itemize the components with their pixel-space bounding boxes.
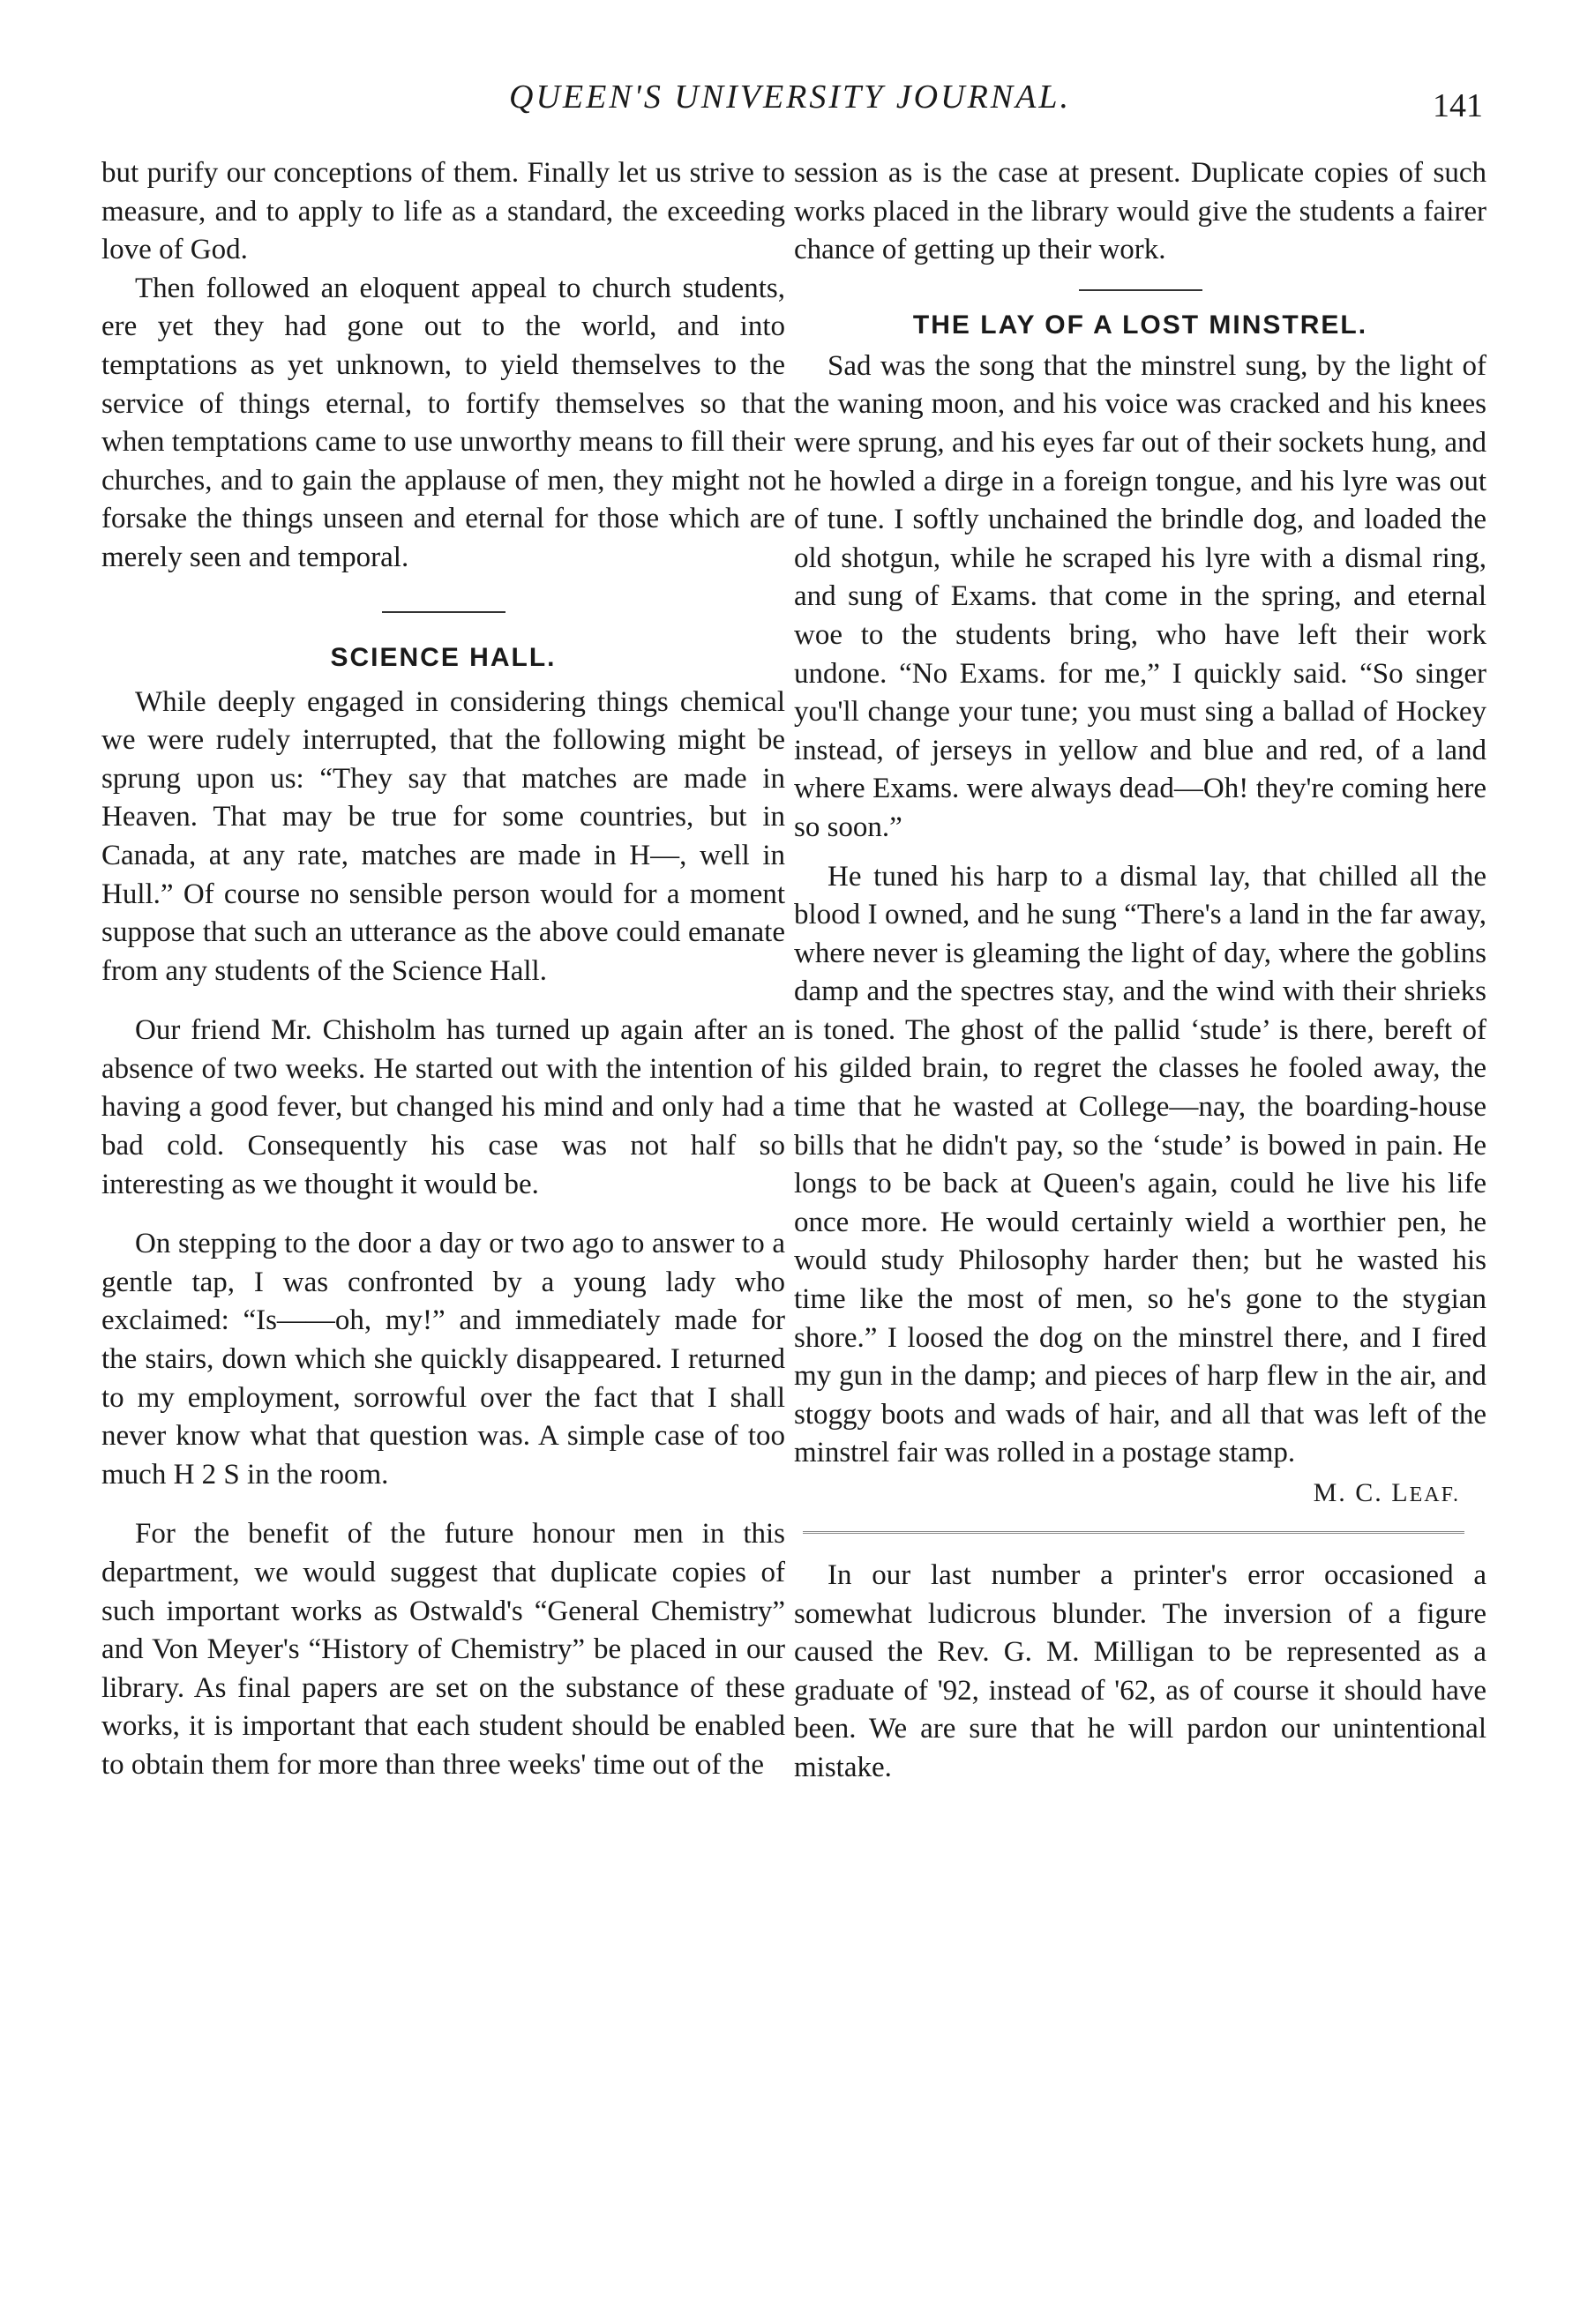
journal-title: QUEEN'S UNIVERSITY JOURNAL. (509, 78, 1071, 116)
section-divider (1079, 289, 1202, 291)
paragraph-session: session as is the case at present. Duplicate copies of such works placed in the library would give the students a fairer chance of getting up their work. (794, 157, 1486, 266)
page-number: 141 (1433, 87, 1483, 124)
paragraph-printer-error: In our last number a printer's error occasioned a somewhat ludicrous blunder. The inversion of a figure caused the Rev. G. M. Milligan to be represented as a graduate of '92, instead of '62, as of course it should have been. We are sure that he will pardon our unintentional mistake. (794, 1559, 1486, 1783)
paragraph-young-lady: On stepping to the door a day or two ago to answer to a gentle tap, I was confronted by a young lady who exclaimed: “Is——oh, my!” and immediately made for the stairs, down which she quickly disappeared. I returned to my employment, sorrowful over the fact that I shall never know what that question was. A simple case of too much H 2 S in the room. (101, 1228, 785, 1491)
paragraph-matches: While deeply engaged in considering things chemical we were rudely interrupted, that the following might be sprung upon us: “They say that matches are made in Heaven. That may be true for some countries, but in Canada, at any rate, matches are made in H—, well in Hull.” Of course no sensible person would for a moment suppose that such an utterance as the above could emanate from any students of the Science Hall. (101, 685, 785, 987)
paragraph-continued: but purify our conceptions of them. Finally let us strive to measure, and to apply to life as a standard, the exceeding love of God. (101, 157, 785, 266)
section-divider (382, 611, 505, 613)
paragraph-minstrel-song: Sad was the song that the minstrel sung, by the light of the waning moon, and his voice was cracked and his knees were sprung, and his eyes far out of their sockets hung, and he howled a dirge in a foreign tongue, and his lyre was out of tune. I softly unchained the brindle dog, and loaded the old shotgun, while he scraped his lyre with a dismal ring, and sung of Exams. that come in the spring, and eternal woe to the students bring, who have left their work undone. “No Exams. for me,” I quickly said. “So singer you'll change your tune; you must sing a ballad of Hockey instead, of jerseys in yellow and blue and red, of a land where Exams. were always dead—Oh! they're coming here so soon.” (794, 349, 1486, 843)
paragraph-chisholm: Our friend Mr. Chisholm has turned up again after an absence of two weeks. He started out with the intention of having a good fever, but changed his mind and only had a bad cold. Consequently his case was not half so interesting as we thought it would be. (101, 1014, 785, 1200)
author-signature: M. C. LEAF. (1313, 1478, 1460, 1507)
paragraph-harp: He tuned his harp to a dismal lay, that chilled all the blood I owned, and he sung “There's a land in the far away, where never is gleaming the light of day, where the goblins damp and the spectres stay, and the wind with their shrieks is toned. The ghost of the pallid ‘stude’ is there, bereft of his gilded brain, to regret the classes he fooled away, the time that he wasted at College—nay, the boarding-house bills that he didn't pay, so the ‘stude’ is bowed in pain. He longs to be back at Queen's again, could he live his life once more. He would certainly wield a worthier pen, he would study Philosophy harder then; but he wasted his time like the most of men, so he's gone to the stygian shore.” I loosed the dog on the minstrel there, and I fired my gun in the damp; and pieces of harp flew in the air, and stoggy boots and wads of hair, and all that was left of the minstrel fair was rolled in a postage stamp. (794, 860, 1486, 1469)
section-divider (803, 1531, 1464, 1534)
lay-heading: THE LAY OF A LOST MINSTREL. (912, 310, 1368, 340)
left-column (101, 154, 785, 1785)
paragraph-duplicate-copies: For the benefit of the future honour men in this department, we would suggest that duplicate copies of such important works as Ostwald's “General Chemistry” and Von Meyer's “History of Chemistry” be placed in our library. As final papers are set on the substance of these works, it is important that each student should be enabled to obtain them for more than three weeks' time out of the (101, 1518, 785, 1781)
right-column (794, 154, 1486, 1788)
page-header (0, 71, 1580, 132)
science-hall-heading: SCIENCE HALL. (330, 642, 557, 672)
paragraph-appeal: Then followed an eloquent appeal to church students, ere yet they had gone out to the world, and into temptations as yet unknown, to yield themselves to the service of things eternal, to fortify themselves so that when temptations came to use unworthy means to fill their churches, and to gain the applause of men, they might not forsake the things unseen and eternal for those which are merely seen and temporal. (101, 272, 785, 573)
